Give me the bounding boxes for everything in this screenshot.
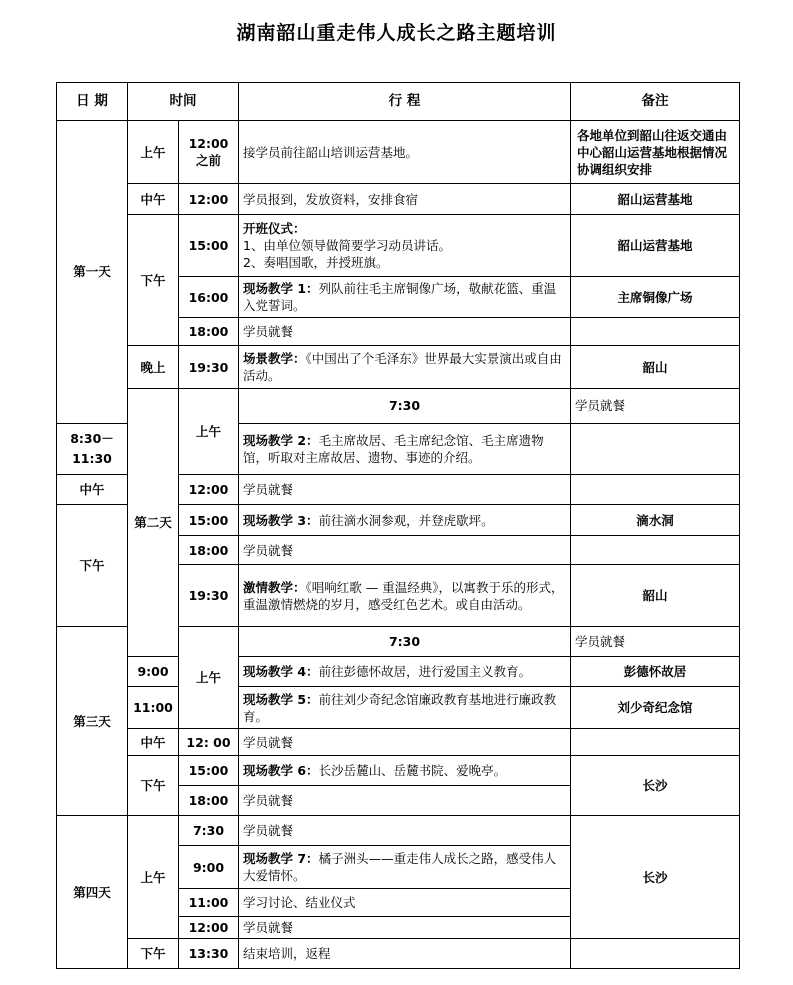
note-cell: 韶山运营基地 [571,184,740,215]
time-cell: 7:30 [179,816,239,846]
activity-cell: 学员就餐 [239,318,571,346]
time-cell: 13:30 [179,939,239,969]
activity-text: 毛主席故居、毛主席纪念馆、毛主席遗物馆，听取对主席故居、遗物、事迹的介绍。 [243,432,544,465]
day-label: 第四天 [57,816,128,969]
time-line: 之前 [195,153,221,168]
note-cell [571,475,740,505]
table-row [57,389,740,424]
activity-cell: 学习讨论、结业仪式 [239,889,571,917]
table-row [57,687,740,729]
note-cell: 韶山 [571,565,740,627]
time-cell: 18:00 [179,318,239,346]
activity-text: 前往刘少奇纪念馆廉政教育基地进行廉政教育。 [243,691,557,724]
note-cell [571,318,740,346]
period-label: 晚上 [128,346,179,389]
activity-cell [239,756,571,786]
time-cell [179,121,239,184]
table-row [57,756,740,786]
period-label: 上午 [128,816,179,939]
activity-cell: 学员就餐 [239,729,571,756]
note-cell: 刘少奇纪念馆 [571,687,740,729]
note-cell: 长沙 [571,816,740,939]
time-cell: 15:00 [179,215,239,277]
time-line: 8:30－ [70,430,114,446]
time-cell [57,423,128,474]
header-time: 时间 [128,83,239,121]
activity-text: 前往彭德怀故居，进行爱国主义教育。 [318,664,532,679]
activity-line: 2、奏唱国歌，并授班旗。 [243,255,389,270]
note-cell: 彭德怀故居 [571,657,740,687]
schedule-table [56,82,740,969]
day-label: 第二天 [128,389,179,657]
note-cell: 滴水洞 [571,505,740,536]
period-label: 下午 [128,939,179,969]
time-line: 12:00 [188,136,229,151]
time-cell: 19:30 [179,346,239,389]
period-label: 上午 [128,121,179,184]
time-cell: 19:30 [179,565,239,627]
time-cell: 9:00 [128,657,179,687]
note-cell: 韶山 [571,346,740,389]
activity-label: 激情教学： [243,579,306,595]
time-cell: 16:00 [179,277,239,318]
activity-cell [239,277,571,318]
period-label: 中午 [128,184,179,215]
period-label: 下午 [128,215,179,346]
activity-label: 现场教学 5： [243,691,319,707]
time-cell: 11:00 [128,687,179,729]
activity-cell: 学员就餐 [239,917,571,939]
activity-cell [239,687,571,729]
note-cell [571,729,740,756]
activity-cell: 学员就餐 [239,786,571,816]
activity-text: 橘子洲头——重走伟人成长之路，感受伟人大爱情怀。 [243,851,557,883]
table-row [57,657,740,687]
table-row [57,816,740,846]
time-line: 11:30 [72,450,112,466]
activity-cell: 学员就餐 [239,816,571,846]
activity-label: 场景教学： [243,351,306,366]
activity-cell: 学员就餐 [239,536,571,565]
activity-text: 列队前往毛主席铜像广场，敬献花篮、重温入党誓词。 [243,281,557,313]
activity-line: 1、由单位领导做简要学习动员讲话。 [243,238,451,253]
activity-cell: 学员报到，发放资料，安排食宿 [239,184,571,215]
time-cell: 7:30 [239,627,571,657]
activity-label: 现场教学 6： [243,763,319,778]
activity-cell [239,346,571,389]
page-title: 湖南韶山重走伟人成长之路主题培训 [236,22,557,44]
activity-cell [239,423,571,474]
activity-label: 开班仪式： [243,221,306,236]
period-label: 中午 [128,729,179,756]
note-cell: 各地单位到韶山往返交通由中心韶山运营基地根据情况协调组织安排 [571,121,740,184]
table-row [57,939,740,969]
note-cell: 韶山运营基地 [571,215,740,277]
header-date: 日 期 [57,83,128,121]
period-label: 中午 [57,475,128,505]
activity-cell [239,215,571,277]
time-cell: 12:00 [179,917,239,939]
activity-cell [239,846,571,889]
activity-cell [239,565,571,627]
time-cell: 18:00 [179,536,239,565]
time-cell: 12: 00 [179,729,239,756]
activity-label: 现场教学 4： [243,664,319,679]
note-cell: 长沙 [571,756,740,816]
activity-cell: 学员就餐 [239,475,571,505]
time-cell: 18:00 [179,786,239,816]
table-row [57,346,740,389]
activity-cell [239,657,571,687]
table-row [57,215,740,277]
activity-cell: 接学员前往韶山培训运营基地。 [239,121,571,184]
time-cell: 11:00 [179,889,239,917]
note-cell [571,536,740,565]
note-cell [571,939,740,969]
activity-label: 现场教学 1： [243,281,319,296]
period-label: 上午 [179,627,239,729]
activity-cell: 学员就餐 [571,389,740,424]
activity-cell: 结束培训，返程 [239,939,571,969]
activity-cell [239,505,571,536]
period-label: 下午 [57,505,128,627]
period-label: 上午 [179,389,239,475]
time-cell: 7:30 [239,389,571,424]
activity-text: 《唱响红歌 — 重温经典》，以寓教于乐的形式，重温激情燃烧的岁月，感受红色艺术。或自由活动。 [243,579,564,612]
day-label: 第一天 [57,121,128,424]
time-cell: 12:00 [179,184,239,215]
activity-text: 长沙岳麓山、岳麓书院、爱晚亭。 [318,763,507,778]
time-cell: 15:00 [179,505,239,536]
table-row [57,121,740,184]
activity-label: 现场教学 7： [243,851,319,866]
note-cell: 主席铜像广场 [571,277,740,318]
table-row [57,184,740,215]
table-row [57,729,740,756]
header-notes: 备注 [571,83,740,121]
time-cell: 9:00 [179,846,239,889]
day-label: 第三天 [57,627,128,816]
activity-cell: 学员就餐 [571,627,740,657]
activity-text: 《中国出了个毛泽东》世界最大实景演出或自由活动。 [243,351,562,383]
activity-label: 现场教学 3： [243,512,319,528]
activity-label: 现场教学 2： [243,432,319,448]
header-row [57,83,740,121]
activity-text: 前往滴水洞参观，并登虎歇坪。 [318,512,494,528]
period-label: 下午 [128,756,179,816]
header-itinerary: 行 程 [239,83,571,121]
time-cell: 15:00 [179,756,239,786]
time-cell: 12:00 [179,475,239,505]
